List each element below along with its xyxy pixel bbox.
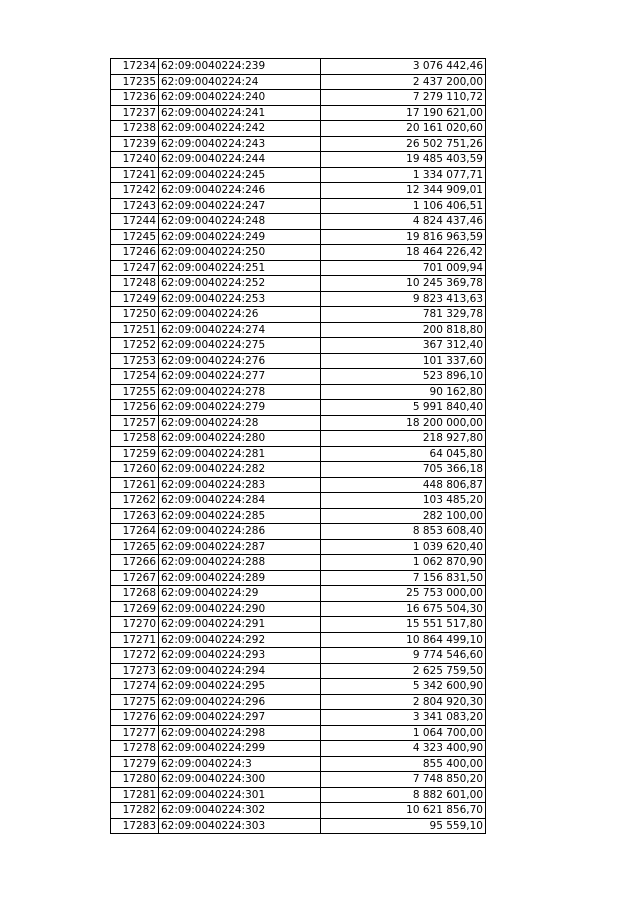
cadastral-number-cell: 62:09:0040224:286 xyxy=(159,524,321,540)
table-row xyxy=(111,245,486,261)
table-row xyxy=(111,198,486,214)
cadastral-value-cell: 4 824 437,46 xyxy=(321,214,486,230)
row-number-cell: 17255 xyxy=(111,384,159,400)
cadastral-value-cell: 64 045,80 xyxy=(321,446,486,462)
row-number-cell: 17261 xyxy=(111,477,159,493)
row-number-cell: 17247 xyxy=(111,260,159,276)
cadastral-value-cell: 448 806,87 xyxy=(321,477,486,493)
cadastral-value-cell: 101 337,60 xyxy=(321,353,486,369)
cadastral-number-cell: 62:09:0040224:288 xyxy=(159,555,321,571)
cadastral-number-cell: 62:09:0040224:240 xyxy=(159,90,321,106)
cadastral-number-cell: 62:09:0040224:26 xyxy=(159,307,321,323)
table-row xyxy=(111,369,486,385)
cadastral-number-cell: 62:09:0040224:245 xyxy=(159,167,321,183)
table-row xyxy=(111,400,486,416)
cadastral-value-cell: 7 279 110,72 xyxy=(321,90,486,106)
cadastral-number-cell: 62:09:0040224:248 xyxy=(159,214,321,230)
table-row xyxy=(111,741,486,757)
cadastral-value-cell: 19 485 403,59 xyxy=(321,152,486,168)
table-row xyxy=(111,384,486,400)
cadastral-value-cell: 9 774 546,60 xyxy=(321,648,486,664)
row-number-cell: 17258 xyxy=(111,431,159,447)
cadastral-number-cell: 62:09:0040224:299 xyxy=(159,741,321,757)
row-number-cell: 17237 xyxy=(111,105,159,121)
cadastral-value-cell: 25 753 000,00 xyxy=(321,586,486,602)
cadastral-value-cell: 90 162,80 xyxy=(321,384,486,400)
cadastral-number-cell: 62:09:0040224:303 xyxy=(159,818,321,834)
table-row xyxy=(111,462,486,478)
row-number-cell: 17244 xyxy=(111,214,159,230)
table-row xyxy=(111,446,486,462)
cadastral-value-cell: 1 334 077,71 xyxy=(321,167,486,183)
cadastral-number-cell: 62:09:0040224:283 xyxy=(159,477,321,493)
cadastral-number-cell: 62:09:0040224:298 xyxy=(159,725,321,741)
cadastral-value-cell: 9 823 413,63 xyxy=(321,291,486,307)
cadastral-value-cell: 855 400,00 xyxy=(321,756,486,772)
cadastral-number-cell: 62:09:0040224:280 xyxy=(159,431,321,447)
cadastral-number-cell: 62:09:0040224:29 xyxy=(159,586,321,602)
table-row xyxy=(111,818,486,834)
cadastral-number-cell: 62:09:0040224:300 xyxy=(159,772,321,788)
row-number-cell: 17243 xyxy=(111,198,159,214)
cadastral-number-cell: 62:09:0040224:301 xyxy=(159,787,321,803)
cadastral-number-cell: 62:09:0040224:290 xyxy=(159,601,321,617)
row-number-cell: 17269 xyxy=(111,601,159,617)
table-row xyxy=(111,431,486,447)
table-row xyxy=(111,524,486,540)
table-row xyxy=(111,121,486,137)
cadastral-value-cell: 8 882 601,00 xyxy=(321,787,486,803)
cadastral-value-cell: 5 342 600,90 xyxy=(321,679,486,695)
row-number-cell: 17240 xyxy=(111,152,159,168)
cadastral-number-cell: 62:09:0040224:241 xyxy=(159,105,321,121)
row-number-cell: 17249 xyxy=(111,291,159,307)
cadastral-number-cell: 62:09:0040224:296 xyxy=(159,694,321,710)
row-number-cell: 17246 xyxy=(111,245,159,261)
row-number-cell: 17262 xyxy=(111,493,159,509)
cadastral-value-cell: 3 076 442,46 xyxy=(321,59,486,75)
cadastral-value-cell: 18 464 226,42 xyxy=(321,245,486,261)
cadastral-value-cell: 367 312,40 xyxy=(321,338,486,354)
row-number-cell: 17270 xyxy=(111,617,159,633)
row-number-cell: 17259 xyxy=(111,446,159,462)
table-row xyxy=(111,59,486,75)
cadastral-number-cell: 62:09:0040224:250 xyxy=(159,245,321,261)
cadastral-number-cell: 62:09:0040224:279 xyxy=(159,400,321,416)
cadastral-value-cell: 5 991 840,40 xyxy=(321,400,486,416)
table-row xyxy=(111,539,486,555)
cadastral-value-cell: 19 816 963,59 xyxy=(321,229,486,245)
cadastral-number-cell: 62:09:0040224:281 xyxy=(159,446,321,462)
cadastral-value-cell: 218 927,80 xyxy=(321,431,486,447)
cadastral-value-cell: 1 039 620,40 xyxy=(321,539,486,555)
cadastral-value-cell: 16 675 504,30 xyxy=(321,601,486,617)
cadastral-value-cell: 1 106 406,51 xyxy=(321,198,486,214)
row-number-cell: 17250 xyxy=(111,307,159,323)
table-row xyxy=(111,74,486,90)
cadastral-number-cell: 62:09:0040224:294 xyxy=(159,663,321,679)
table-row xyxy=(111,663,486,679)
table-row xyxy=(111,167,486,183)
cadastral-value-cell: 15 551 517,80 xyxy=(321,617,486,633)
cadastral-number-cell: 62:09:0040224:302 xyxy=(159,803,321,819)
cadastral-number-cell: 62:09:0040224:249 xyxy=(159,229,321,245)
table-row xyxy=(111,648,486,664)
row-number-cell: 17252 xyxy=(111,338,159,354)
cadastral-value-cell: 705 366,18 xyxy=(321,462,486,478)
table-row xyxy=(111,601,486,617)
row-number-cell: 17239 xyxy=(111,136,159,152)
cadastral-number-cell: 62:09:0040224:293 xyxy=(159,648,321,664)
cadastral-number-cell: 62:09:0040224:295 xyxy=(159,679,321,695)
cadastral-value-cell: 12 344 909,01 xyxy=(321,183,486,199)
table-row xyxy=(111,725,486,741)
cadastral-number-cell: 62:09:0040224:242 xyxy=(159,121,321,137)
cadastral-number-cell: 62:09:0040224:274 xyxy=(159,322,321,338)
cadastral-number-cell: 62:09:0040224:289 xyxy=(159,570,321,586)
cadastral-value-cell: 4 323 400,90 xyxy=(321,741,486,757)
row-number-cell: 17238 xyxy=(111,121,159,137)
cadastral-number-cell: 62:09:0040224:243 xyxy=(159,136,321,152)
row-number-cell: 17271 xyxy=(111,632,159,648)
row-number-cell: 17283 xyxy=(111,818,159,834)
table-row xyxy=(111,803,486,819)
cadastral-value-cell: 10 864 499,10 xyxy=(321,632,486,648)
table-row xyxy=(111,307,486,323)
row-number-cell: 17256 xyxy=(111,400,159,416)
table-row xyxy=(111,214,486,230)
cadastral-number-cell: 62:09:0040224:251 xyxy=(159,260,321,276)
table-row xyxy=(111,322,486,338)
cadastral-number-cell: 62:09:0040224:24 xyxy=(159,74,321,90)
table-row xyxy=(111,570,486,586)
cadastral-value-cell: 7 156 831,50 xyxy=(321,570,486,586)
table-row xyxy=(111,260,486,276)
table-row xyxy=(111,787,486,803)
table-row xyxy=(111,477,486,493)
row-number-cell: 17241 xyxy=(111,167,159,183)
cadastral-number-cell: 62:09:0040224:252 xyxy=(159,276,321,292)
cadastral-value-cell: 1 064 700,00 xyxy=(321,725,486,741)
table-row xyxy=(111,772,486,788)
cadastral-number-cell: 62:09:0040224:276 xyxy=(159,353,321,369)
cadastral-value-cell: 7 748 850,20 xyxy=(321,772,486,788)
table-row xyxy=(111,415,486,431)
row-number-cell: 17282 xyxy=(111,803,159,819)
row-number-cell: 17251 xyxy=(111,322,159,338)
table-row xyxy=(111,338,486,354)
cadastral-value-cell: 95 559,10 xyxy=(321,818,486,834)
cadastral-value-cell: 2 625 759,50 xyxy=(321,663,486,679)
cadastral-value-cell: 523 896,10 xyxy=(321,369,486,385)
cadastral-number-cell: 62:09:0040224:285 xyxy=(159,508,321,524)
row-number-cell: 17274 xyxy=(111,679,159,695)
row-number-cell: 17264 xyxy=(111,524,159,540)
row-number-cell: 17242 xyxy=(111,183,159,199)
table-row xyxy=(111,586,486,602)
cadastral-number-cell: 62:09:0040224:297 xyxy=(159,710,321,726)
row-number-cell: 17273 xyxy=(111,663,159,679)
row-number-cell: 17254 xyxy=(111,369,159,385)
cadastral-number-cell: 62:09:0040224:275 xyxy=(159,338,321,354)
row-number-cell: 17280 xyxy=(111,772,159,788)
row-number-cell: 17276 xyxy=(111,710,159,726)
row-number-cell: 17253 xyxy=(111,353,159,369)
row-number-cell: 17248 xyxy=(111,276,159,292)
table-row xyxy=(111,229,486,245)
cadastral-number-cell: 62:09:0040224:247 xyxy=(159,198,321,214)
cadastral-number-cell: 62:09:0040224:244 xyxy=(159,152,321,168)
cadastral-value-table xyxy=(110,58,486,834)
cadastral-value-cell: 26 502 751,26 xyxy=(321,136,486,152)
row-number-cell: 17272 xyxy=(111,648,159,664)
table-row xyxy=(111,291,486,307)
row-number-cell: 17260 xyxy=(111,462,159,478)
table-row xyxy=(111,756,486,772)
table-row xyxy=(111,710,486,726)
cadastral-number-cell: 62:09:0040224:277 xyxy=(159,369,321,385)
cadastral-number-cell: 62:09:0040224:291 xyxy=(159,617,321,633)
row-number-cell: 17235 xyxy=(111,74,159,90)
row-number-cell: 17275 xyxy=(111,694,159,710)
cadastral-value-cell: 2 804 920,30 xyxy=(321,694,486,710)
cadastral-number-cell: 62:09:0040224:239 xyxy=(159,59,321,75)
row-number-cell: 17278 xyxy=(111,741,159,757)
cadastral-number-cell: 62:09:0040224:292 xyxy=(159,632,321,648)
cadastral-value-cell: 1 062 870,90 xyxy=(321,555,486,571)
row-number-cell: 17265 xyxy=(111,539,159,555)
cadastral-number-cell: 62:09:0040224:282 xyxy=(159,462,321,478)
table-row xyxy=(111,508,486,524)
cadastral-value-cell: 10 621 856,70 xyxy=(321,803,486,819)
cadastral-number-cell: 62:09:0040224:253 xyxy=(159,291,321,307)
row-number-cell: 17266 xyxy=(111,555,159,571)
table-row xyxy=(111,90,486,106)
table-row xyxy=(111,632,486,648)
cadastral-value-cell: 17 190 621,00 xyxy=(321,105,486,121)
table-row xyxy=(111,152,486,168)
row-number-cell: 17245 xyxy=(111,229,159,245)
cadastral-value-cell: 2 437 200,00 xyxy=(321,74,486,90)
table-row xyxy=(111,617,486,633)
cadastral-number-cell: 62:09:0040224:28 xyxy=(159,415,321,431)
row-number-cell: 17257 xyxy=(111,415,159,431)
cadastral-value-cell: 10 245 369,78 xyxy=(321,276,486,292)
table-body xyxy=(111,59,486,834)
cadastral-number-cell: 62:09:0040224:287 xyxy=(159,539,321,555)
table-row xyxy=(111,183,486,199)
row-number-cell: 17268 xyxy=(111,586,159,602)
table-row xyxy=(111,679,486,695)
row-number-cell: 17267 xyxy=(111,570,159,586)
row-number-cell: 17263 xyxy=(111,508,159,524)
cadastral-value-cell: 103 485,20 xyxy=(321,493,486,509)
row-number-cell: 17234 xyxy=(111,59,159,75)
row-number-cell: 17277 xyxy=(111,725,159,741)
cadastral-number-cell: 62:09:0040224:3 xyxy=(159,756,321,772)
cadastral-number-cell: 62:09:0040224:284 xyxy=(159,493,321,509)
table-row xyxy=(111,694,486,710)
row-number-cell: 17281 xyxy=(111,787,159,803)
table-row xyxy=(111,276,486,292)
cadastral-value-cell: 781 329,78 xyxy=(321,307,486,323)
cadastral-value-cell: 282 100,00 xyxy=(321,508,486,524)
table-row xyxy=(111,105,486,121)
table-row xyxy=(111,555,486,571)
table-row xyxy=(111,353,486,369)
table-row xyxy=(111,493,486,509)
cadastral-value-cell: 8 853 608,40 xyxy=(321,524,486,540)
row-number-cell: 17279 xyxy=(111,756,159,772)
cadastral-value-cell: 3 341 083,20 xyxy=(321,710,486,726)
cadastral-value-cell: 200 818,80 xyxy=(321,322,486,338)
cadastral-number-cell: 62:09:0040224:246 xyxy=(159,183,321,199)
table-row xyxy=(111,136,486,152)
cadastral-value-cell: 701 009,94 xyxy=(321,260,486,276)
cadastral-value-cell: 20 161 020,60 xyxy=(321,121,486,137)
row-number-cell: 17236 xyxy=(111,90,159,106)
cadastral-value-cell: 18 200 000,00 xyxy=(321,415,486,431)
cadastral-number-cell: 62:09:0040224:278 xyxy=(159,384,321,400)
